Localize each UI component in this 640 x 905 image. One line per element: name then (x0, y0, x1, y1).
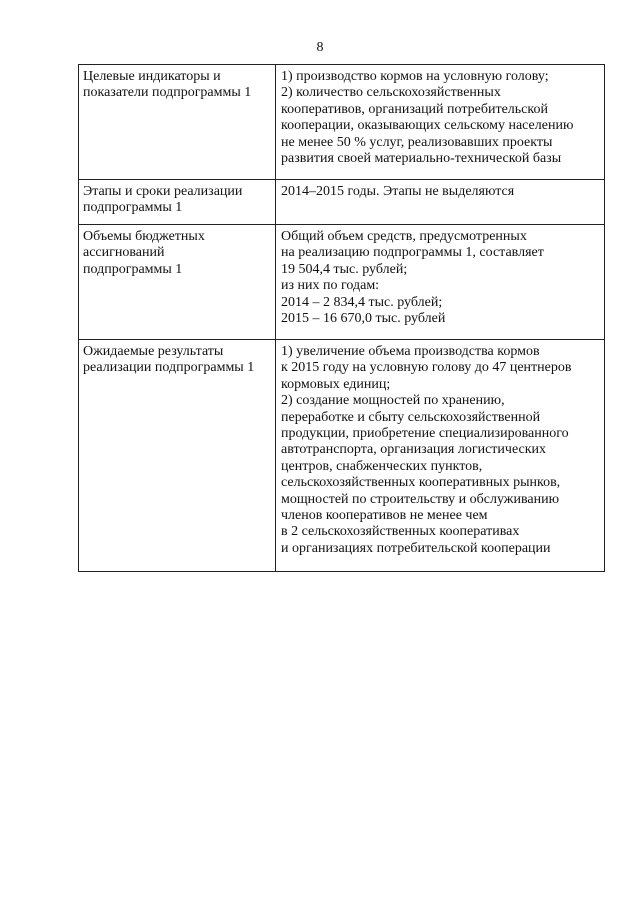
page-number: 8 (316, 40, 324, 55)
row-value-line: развития своей материально-технической базы (281, 151, 562, 167)
row-value-line: из них по годам: (281, 278, 380, 294)
row-value-line: 2015 – 16 670,0 тыс. рублей (281, 311, 446, 327)
row-value-line: к 2015 году на условную голову до 47 центнеров (281, 360, 572, 376)
row-label-cell (79, 225, 276, 340)
table-row (79, 65, 605, 180)
row-label-cell (79, 340, 276, 572)
row-value-line: 1) производство кормов на условную голову; (281, 69, 549, 84)
table-row (79, 340, 605, 572)
row-label-line: подпрограммы 1 (83, 261, 183, 277)
row-value-line: сельскохозяйственных кооперативных рынков, (281, 475, 561, 491)
row-value-line: 2) создание мощностей по хранению, (281, 393, 505, 409)
row-value-line: продукции, приобретение специализированного (281, 426, 569, 442)
row-value-cell (276, 65, 605, 180)
row-value-line: членов кооперативов не менее чем (281, 508, 488, 524)
row-label-line: показатели подпрограммы 1 (83, 85, 252, 101)
row-label-line: Ожидаемые результаты (83, 344, 224, 359)
row-label-line: реализации подпрограммы 1 (83, 360, 255, 376)
row-value-line: центров, снабженческих пунктов, (281, 458, 483, 474)
row-value-line: на реализацию подпрограммы 1, составляет (281, 245, 544, 261)
row-value-line: 2014 – 2 834,4 тыс. рублей; (281, 294, 443, 310)
row-value-line: кооперативов, организаций потребительской (281, 101, 548, 117)
row-label-cell (79, 65, 276, 180)
row-value-line: переработке и сбыту сельскохозяйственной (281, 409, 541, 425)
row-value-line: в 2 сельскохозяйственных кооперативах (281, 524, 520, 540)
row-value-cell (276, 225, 605, 340)
row-value-line: 2014–2015 годы. Этапы не выделяются (281, 184, 515, 199)
row-label-line: Целевые индикаторы и (83, 69, 221, 84)
row-value-line: кооперации, оказывающих сельскому населению (281, 118, 574, 134)
row-value-line: не менее 50 % услуг, реализовавших проекты (281, 134, 553, 150)
row-value-line: 19 504,4 тыс. рублей; (281, 261, 408, 277)
row-value-cell (276, 180, 605, 225)
row-value-line: 2) количество сельскохозяйственных (281, 85, 501, 101)
row-value-line: 1) увеличение объема производства кормов (281, 344, 540, 359)
table-row (79, 225, 605, 340)
row-value-line: автотранспорта, организация логистических (281, 442, 547, 458)
row-value-line: и организациях потребительской кооперации (281, 540, 551, 556)
row-label-line: Этапы и сроки реализации (83, 184, 243, 199)
row-value-cell (276, 340, 605, 572)
row-value-line: мощностей по строительству и обслуживанию (281, 491, 560, 507)
row-value-line: кормовых единиц; (281, 376, 391, 392)
row-label-line: Объемы бюджетных (83, 229, 205, 244)
subprogram-parameters-table (78, 64, 605, 572)
row-value-line: Общий объем средств, предусмотренных (281, 229, 527, 244)
row-label-line: ассигнований (83, 245, 165, 261)
row-label-line: подпрограммы 1 (83, 200, 183, 216)
table-row (79, 180, 605, 225)
row-label-cell (79, 180, 276, 225)
